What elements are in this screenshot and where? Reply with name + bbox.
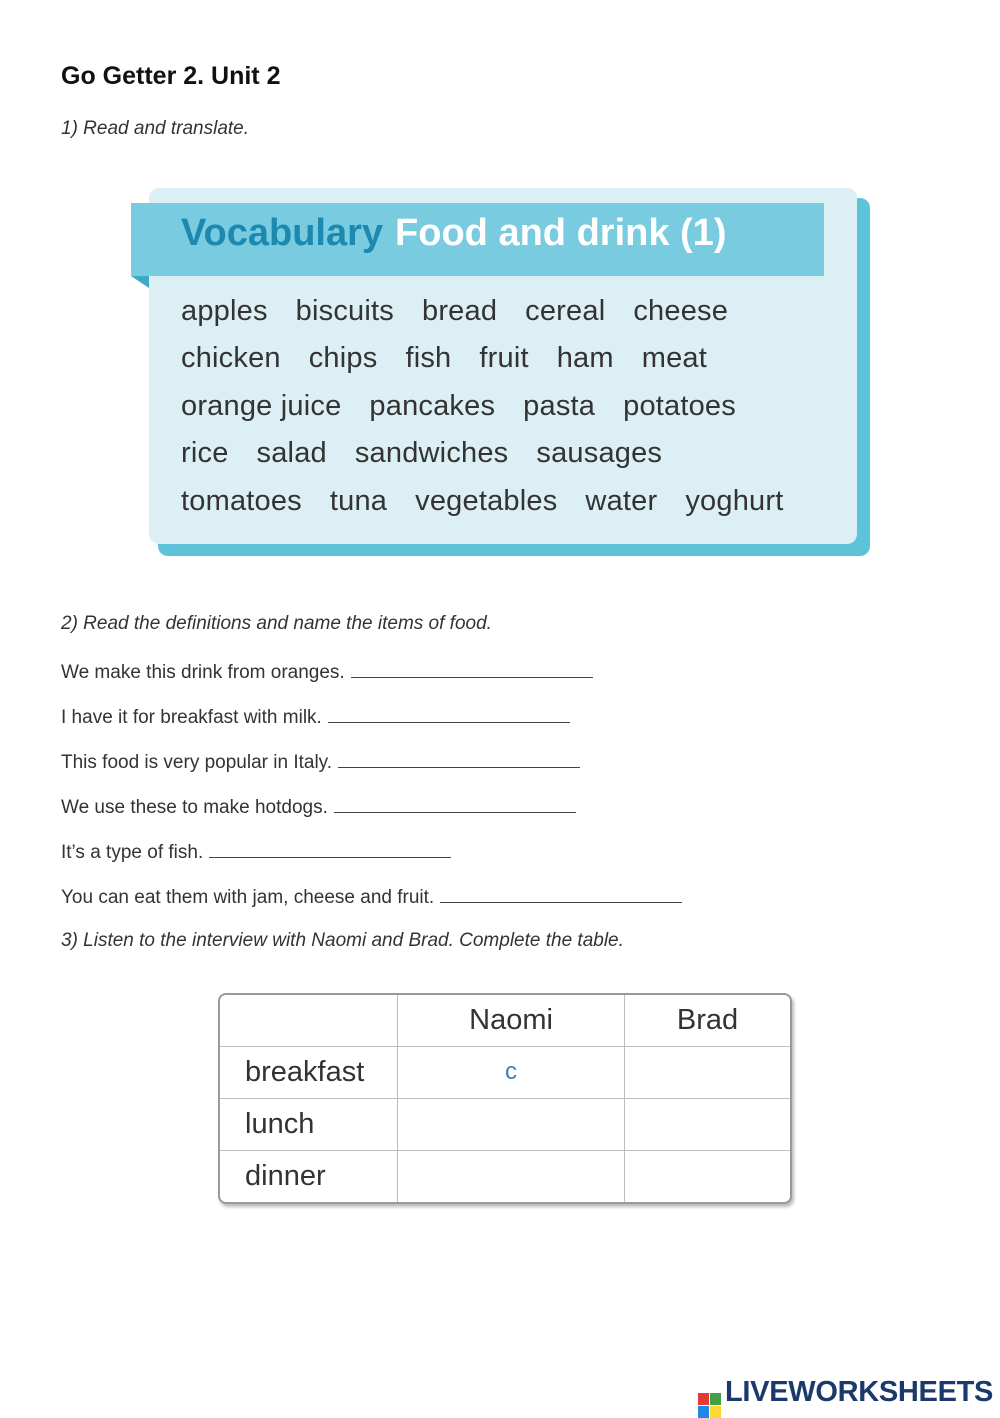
answer-cell[interactable] [398, 1098, 625, 1150]
vocab-word: potatoes [623, 390, 736, 422]
definition-text: I have it for breakfast with milk. [61, 707, 322, 728]
vocab-word: cheese [633, 295, 729, 327]
vocab-word: meat [641, 342, 708, 374]
liveworksheets-logo[interactable] [698, 1376, 993, 1418]
vocab-word: rice [181, 437, 229, 469]
definition-text: We make this drink from oranges. [61, 662, 345, 683]
definition-item [61, 704, 570, 729]
vocab-word: apples [181, 295, 268, 327]
vocab-word: biscuits [295, 295, 394, 327]
vocab-row [181, 485, 783, 518]
vocab-word: sandwiches [354, 437, 509, 469]
definition-text: This food is very popular in Italy. [61, 752, 333, 773]
answer-blank[interactable] [328, 704, 570, 723]
vocab-word: ham [556, 342, 614, 374]
vocab-word: tomatoes [181, 485, 302, 517]
vocab-header-fold [131, 276, 149, 288]
vocab-word: fruit [479, 342, 529, 374]
vocab-word: water [585, 485, 658, 517]
answer-cell[interactable] [625, 1098, 790, 1150]
answer-cell[interactable]: c [398, 1046, 625, 1098]
meals-table [218, 993, 792, 1204]
answer-blank[interactable] [338, 749, 580, 768]
table-row [220, 1046, 790, 1098]
answer-cell[interactable] [398, 1151, 625, 1202]
definition-text: We use these to make hotdogs. [61, 797, 328, 818]
answer-blank[interactable] [440, 884, 682, 903]
definition-item [61, 749, 580, 774]
answer-cell[interactable] [625, 1046, 790, 1098]
vocab-row [181, 295, 756, 328]
definition-item [61, 659, 593, 684]
vocab-word: tuna [329, 485, 388, 517]
row-label: dinner [220, 1151, 398, 1202]
vocab-word: yoghurt [685, 485, 784, 517]
row-label: breakfast [220, 1046, 398, 1098]
vocab-word: vegetables [415, 485, 558, 517]
table-row [220, 1151, 790, 1202]
vocab-word: salad [256, 437, 327, 469]
definition-item [61, 839, 451, 864]
definition-item [61, 884, 682, 909]
vocab-row [181, 437, 690, 470]
vocab-word: cereal [525, 295, 606, 327]
vocab-word: chicken [181, 342, 281, 374]
vocab-label: Vocabulary [181, 212, 384, 254]
answer-blank[interactable] [209, 839, 451, 858]
vocab-word: sausages [536, 437, 663, 469]
logo-text: LIVEWORKSHEETS [725, 1376, 994, 1408]
vocab-row [181, 342, 735, 375]
vocab-word: pasta [523, 390, 596, 422]
table-row [220, 1098, 790, 1150]
task-1-instruction: 1) Read and translate. [61, 118, 250, 139]
task-3-instruction: 3) Listen to the interview with Naomi and Brad. Complete the table. [61, 930, 624, 951]
liveworksheets-logo-icon [698, 1393, 721, 1418]
table-corner-cell [220, 995, 398, 1046]
vocab-row [181, 390, 764, 423]
page-title: Go Getter 2. Unit 2 [61, 62, 281, 90]
table-header-row [220, 995, 790, 1046]
answer-blank[interactable] [334, 794, 576, 813]
answer-cell[interactable] [625, 1151, 790, 1202]
column-header-brad: Brad [625, 995, 790, 1046]
column-header-naomi: Naomi [398, 995, 625, 1046]
answer-blank[interactable] [351, 659, 593, 678]
definition-text: It’s a type of fish. [61, 842, 204, 863]
definition-item [61, 794, 576, 819]
row-label: lunch [220, 1098, 398, 1150]
vocab-word: pancakes [369, 390, 496, 422]
definition-text: You can eat them with jam, cheese and fruit. [61, 887, 435, 908]
task-2-instruction: 2) Read the definitions and name the items of food. [61, 613, 492, 634]
vocab-word: orange juice [181, 390, 342, 422]
vocab-title [181, 212, 726, 255]
vocab-word: chips [308, 342, 378, 374]
vocab-word: bread [421, 295, 498, 327]
vocab-word: fish [405, 342, 452, 374]
vocab-subtitle: Food and drink (1) [395, 212, 727, 254]
